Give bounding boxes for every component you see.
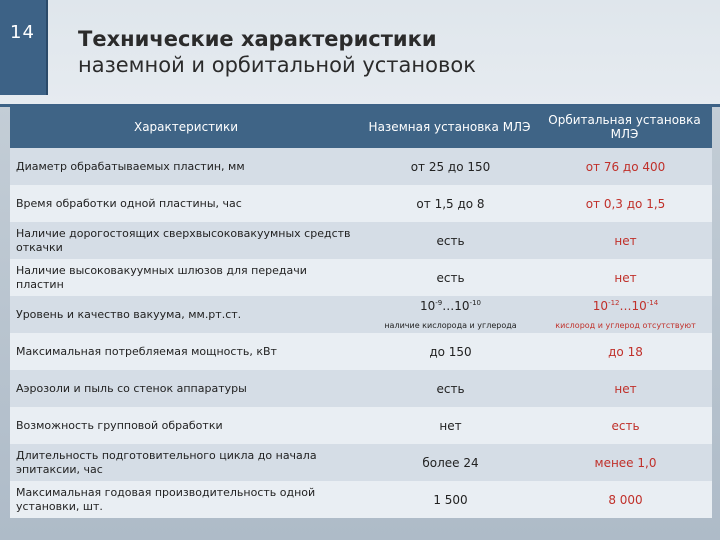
orbital-value: нет [537,370,712,407]
slide-title [78,26,476,78]
page-number-box [0,0,48,95]
table-row [10,370,712,407]
orbital-vacuum-note: кислород и углерод отсутствуют [555,321,696,330]
header-characteristics: Характеристики [10,106,362,148]
table-row [10,481,712,518]
ground-value: от 25 до 150 [362,148,537,185]
ground-value: есть [362,222,537,259]
orbital-value: менее 1,0 [537,444,712,481]
ground-value: нет [362,407,537,444]
orbital-vacuum-range: $10^{-12}\dots 10^{-14}$ [592,299,659,313]
orbital-value: от 76 до 400 [537,148,712,185]
table-row [10,259,712,296]
page-number: 14 [10,22,35,43]
row-name: Возможность групповой обработки [10,407,362,444]
ground-value: от 1,5 до 8 [362,185,537,222]
orbital-value [537,296,712,333]
orbital-value: до 18 [537,333,712,370]
title-line-2: наземной и орбитальной установок [78,53,476,77]
table-row [10,444,712,481]
row-name: Время обработки одной пластины, час [10,185,362,222]
row-name: Наличие дорогостоящих сверхвысоковакуумных средств откачки [10,222,362,259]
row-name: Длительность подготовительного цикла до начала эпитаксии, час [10,444,362,481]
table-row [10,185,712,222]
row-name: Уровень и качество вакуума, мм.рт.ст. [10,296,362,333]
row-name: Аэрозоли и пыль со стенок аппаратуры [10,370,362,407]
ground-value: есть [362,259,537,296]
header-orbital: Орбитальная установка МЛЭ [537,106,712,148]
table-row [10,296,712,333]
orbital-value: нет [537,222,712,259]
table-header-row [10,106,712,148]
orbital-value: от 0,3 до 1,5 [537,185,712,222]
ground-vacuum-note: наличие кислорода и углерода [384,321,517,330]
row-name: Диаметр обрабатываемых пластин, мм [10,148,362,185]
table-row [10,222,712,259]
row-name: Максимальная потребляемая мощность, кВт [10,333,362,370]
title-line-1: Технические характеристики [78,27,437,51]
ground-value: 1 500 [362,481,537,518]
orbital-value: 8 000 [537,481,712,518]
row-name: Наличие высоковакуумных шлюзов для передачи пластин [10,259,362,296]
ground-value: есть [362,370,537,407]
header-ground: Наземная установка МЛЭ [362,106,537,148]
ground-value [362,296,537,333]
orbital-value: есть [537,407,712,444]
table-row [10,148,712,185]
table-row [10,407,712,444]
specs-table [10,106,712,518]
orbital-value: нет [537,259,712,296]
ground-vacuum-range: $10^{-9}\dots 10^{-10}$ [420,299,481,313]
table-row [10,333,712,370]
ground-value: более 24 [362,444,537,481]
ground-value: до 150 [362,333,537,370]
row-name: Максимальная годовая производительность одной установки, шт. [10,481,362,518]
